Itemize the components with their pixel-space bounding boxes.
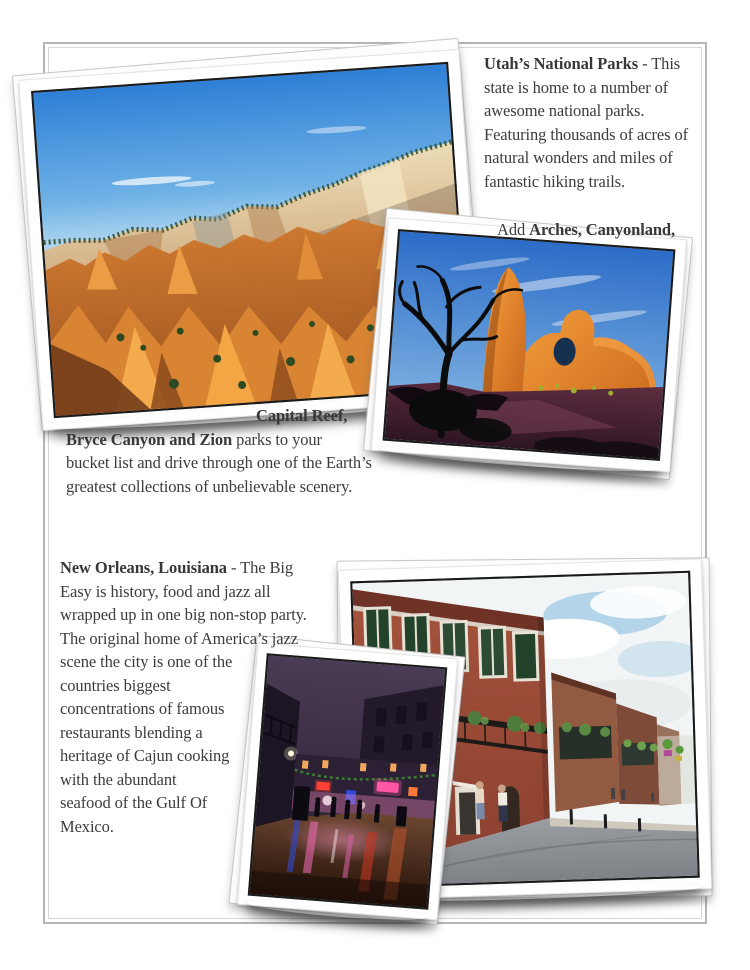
text-line: Mexico.	[60, 816, 114, 836]
text-line: wrapped up in one big non-stop party.	[60, 605, 307, 624]
text-line: awesome national parks.	[484, 101, 645, 120]
add-parks-line	[497, 218, 675, 242]
text-line: fantastic hiking trails.	[484, 171, 626, 191]
text-line: seafood of the Gulf Of	[60, 793, 208, 812]
utah-tail-paragraph	[66, 451, 372, 498]
text-line: Featuring thousands of acres of	[484, 124, 689, 144]
parks-names-bold: Arches, Canyonland,	[529, 220, 676, 239]
utah-heading: Utah’s National Parks	[484, 54, 639, 73]
turret-arch-image	[383, 229, 676, 461]
text-line: scene the city is one of the	[60, 652, 233, 671]
text-line: heritage of Cajun cooking	[60, 746, 230, 765]
text-line: Add Arches, Canyonland,	[497, 220, 676, 239]
text-line: Utah’s National Parks - This	[484, 54, 681, 73]
text-line: state is home to a number of	[484, 77, 669, 97]
text-line: countries biggest	[60, 675, 171, 695]
text-line: The original home of America’s jazz	[60, 628, 298, 648]
text-line: Bryce Canyon and Zion parks to your	[66, 430, 322, 449]
turret-arch-scene	[385, 231, 673, 459]
text-line: bucket list and drive through one of the Earth’s	[66, 453, 372, 472]
new-orleans-paragraph	[60, 556, 307, 838]
text-line: restaurants blending a	[60, 722, 203, 742]
text-line: concentrations of famous	[60, 699, 225, 718]
text-line: Capital Reef,	[256, 406, 348, 425]
text-line: natural wonders and miles of	[484, 148, 673, 167]
nola-heading: New Orleans, Louisiana	[60, 558, 227, 577]
zion-line	[66, 428, 322, 452]
text-line: greatest collections of unbelievable scenery.	[66, 476, 353, 496]
utah-paragraph	[484, 52, 688, 193]
capital-reef-line	[256, 404, 347, 428]
turret-arch-photo	[371, 217, 687, 472]
text-line: New Orleans, Louisiana - The Big	[60, 558, 294, 577]
text-line: Easy is history, food and jazz all	[60, 581, 271, 601]
text-line: with the abundant	[60, 769, 177, 789]
